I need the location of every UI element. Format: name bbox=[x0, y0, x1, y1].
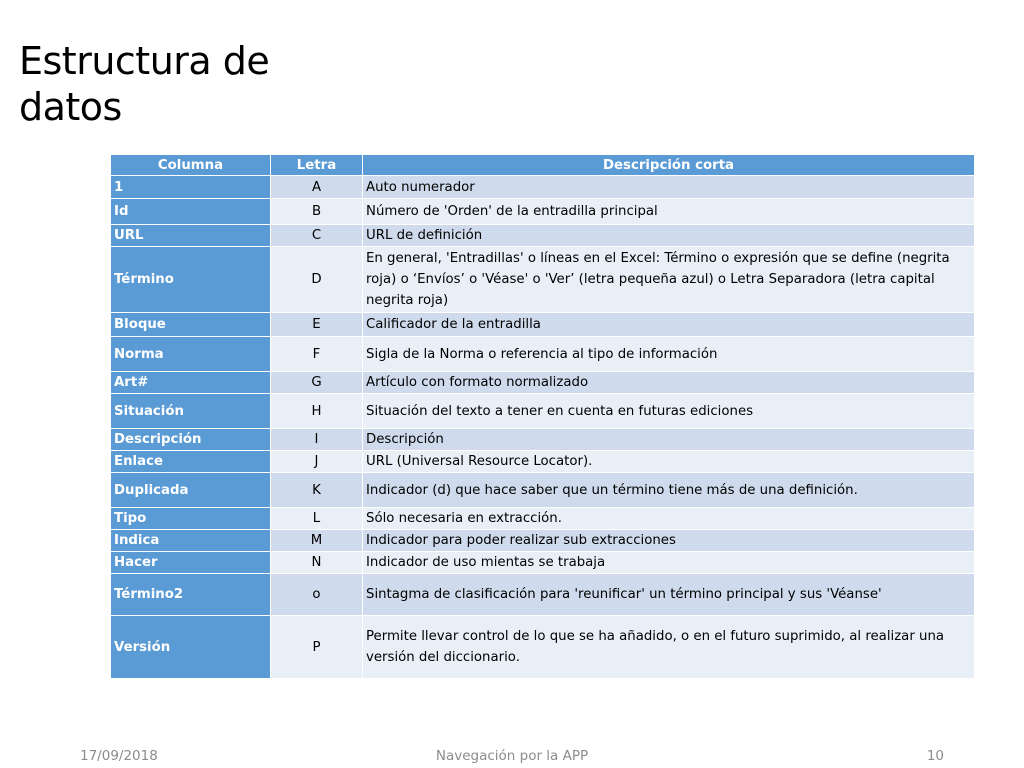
row-column-name: Versión bbox=[111, 616, 271, 679]
row-letter: D bbox=[271, 247, 363, 313]
row-description: URL de definición bbox=[363, 225, 975, 247]
row-description: Auto numerador bbox=[363, 176, 975, 199]
row-letter: A bbox=[271, 176, 363, 199]
row-column-name: Tipo bbox=[111, 508, 271, 530]
header-columna: Columna bbox=[111, 155, 271, 176]
header-descripcion-corta: Descripción corta bbox=[363, 155, 975, 176]
slide-title: Estructura de datos bbox=[19, 39, 270, 129]
row-description: Indicador (d) que hace saber que un término tiene más de una definición. bbox=[363, 473, 975, 508]
table-row bbox=[111, 429, 975, 451]
footer-date: 17/09/2018 bbox=[80, 748, 158, 764]
row-column-name: Situación bbox=[111, 394, 271, 429]
row-column-name: 1 bbox=[111, 176, 271, 199]
row-column-name: Hacer bbox=[111, 552, 271, 574]
table-row bbox=[111, 247, 975, 313]
row-column-name: Enlace bbox=[111, 451, 271, 473]
row-letter: H bbox=[271, 394, 363, 429]
table-row bbox=[111, 616, 975, 679]
table-row bbox=[111, 313, 975, 337]
row-letter: M bbox=[271, 530, 363, 552]
row-description: Sintagma de clasificación para 'reunificar' un término principal y sus 'Véanse' bbox=[363, 574, 975, 616]
table-row bbox=[111, 337, 975, 372]
footer-title: Navegación por la APP bbox=[435, 748, 589, 764]
row-description: Número de 'Orden' de la entradilla principal bbox=[363, 199, 975, 225]
table-row bbox=[111, 508, 975, 530]
row-letter: G bbox=[271, 372, 363, 394]
table-row bbox=[111, 473, 975, 508]
row-letter: F bbox=[271, 337, 363, 372]
row-column-name: Duplicada bbox=[111, 473, 271, 508]
table-row bbox=[111, 394, 975, 429]
table-row bbox=[111, 225, 975, 247]
row-column-name: Id bbox=[111, 199, 271, 225]
footer-page-number: 10 bbox=[926, 748, 944, 764]
row-description: En general, 'Entradillas' o líneas en el Excel: Término o expresión que se define (negrita roja) o ‘Envíos’ o 'Véase' o 'Ver’ (letra pequeña azul) o Letra Separadora (letra capital negrita roja) bbox=[363, 247, 975, 313]
row-column-name: Norma bbox=[111, 337, 271, 372]
table-row bbox=[111, 199, 975, 225]
row-description: Permite llevar control de lo que se ha añadido, o en el futuro suprimido, al realizar una versión del diccionario. bbox=[363, 616, 975, 679]
table-row bbox=[111, 530, 975, 552]
row-column-name: Descripción bbox=[111, 429, 271, 451]
row-column-name: URL bbox=[111, 225, 271, 247]
row-letter: P bbox=[271, 616, 363, 679]
row-column-name: Bloque bbox=[111, 313, 271, 337]
row-letter: o bbox=[271, 574, 363, 616]
row-column-name: Art# bbox=[111, 372, 271, 394]
row-letter: I bbox=[271, 429, 363, 451]
row-description: Situación del texto a tener en cuenta en futuras ediciones bbox=[363, 394, 975, 429]
header-letra: Letra bbox=[271, 155, 363, 176]
row-letter: C bbox=[271, 225, 363, 247]
table-row bbox=[111, 451, 975, 473]
row-description: Calificador de la entradilla bbox=[363, 313, 975, 337]
table-row bbox=[111, 574, 975, 616]
row-description: Sólo necesaria en extracción. bbox=[363, 508, 975, 530]
row-letter: B bbox=[271, 199, 363, 225]
row-column-name: Indica bbox=[111, 530, 271, 552]
row-description: Descripción bbox=[363, 429, 975, 451]
row-column-name: Término2 bbox=[111, 574, 271, 616]
row-description: Indicador de uso mientas se trabaja bbox=[363, 552, 975, 574]
data-structure-table-container bbox=[110, 154, 974, 679]
row-description: Artículo con formato normalizado bbox=[363, 372, 975, 394]
row-description: Indicador para poder realizar sub extracciones bbox=[363, 530, 975, 552]
row-description: Sigla de la Norma o referencia al tipo de información bbox=[363, 337, 975, 372]
table-row bbox=[111, 372, 975, 394]
row-letter: E bbox=[271, 313, 363, 337]
row-description: URL (Universal Resource Locator). bbox=[363, 451, 975, 473]
row-letter: L bbox=[271, 508, 363, 530]
data-structure-table bbox=[110, 154, 975, 679]
row-letter: K bbox=[271, 473, 363, 508]
row-letter: N bbox=[271, 552, 363, 574]
table-header-row bbox=[111, 155, 975, 176]
row-letter: J bbox=[271, 451, 363, 473]
table-row bbox=[111, 552, 975, 574]
row-column-name: Término bbox=[111, 247, 271, 313]
table-row bbox=[111, 176, 975, 199]
